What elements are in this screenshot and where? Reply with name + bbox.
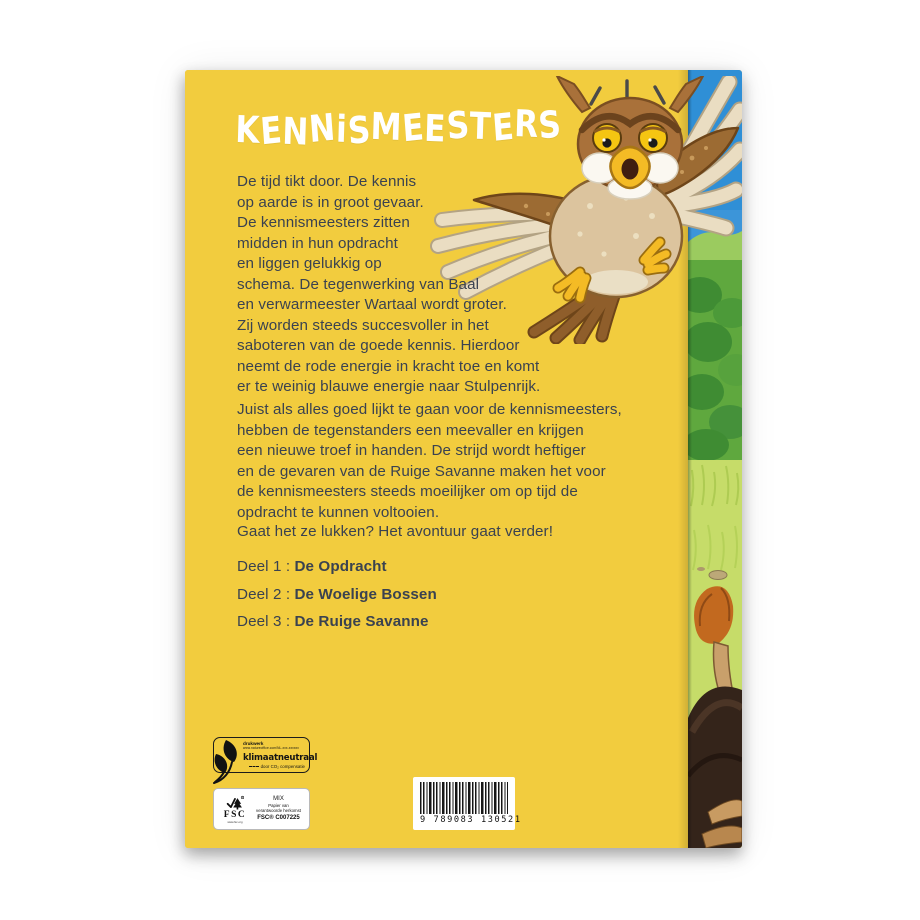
series-item-2 — [237, 584, 437, 605]
fsc-label — [213, 788, 310, 830]
blurb-paragraph-1: De tijd tikt door. De kennis op aarde is in groot gevaar. De kennismeesters zitten midden in hun opdracht en liggen gelukkig op schema. De tegenwerking van Baal en verwarmeester Wartaal wordt groter. Zij worden steeds succesvoller in het saboteren van de goede kennis. Hierdoor neemt de rode energie in kracht toe en komt er te weinig blauwe energie naar Stulpenrijk. — [237, 173, 541, 395]
leaf-icon — [210, 738, 244, 784]
series-prefix: Deel 2 : — [237, 585, 291, 603]
series-title: De Opdracht — [294, 558, 387, 575]
fsc-desc-line2: verantwoorde herkomst — [256, 808, 301, 813]
book-title: KENNiSMEESTERS — [234, 102, 564, 154]
book-back-cover — [185, 70, 742, 848]
barcode — [413, 777, 522, 830]
series-item-1 — [237, 556, 437, 577]
series-item-3 — [237, 611, 437, 632]
climate-name: klimaatneutraal — [243, 752, 318, 763]
fsc-desc-line1: Papier van — [268, 802, 289, 808]
series-title: De Woelige Bossen — [294, 585, 437, 603]
series-prefix: Deel 1 : — [237, 558, 291, 575]
barcode-bars — [420, 782, 508, 814]
series-title: De Ruige Savanne — [294, 613, 429, 630]
climate-subtitle: door CO₂ compensatie — [243, 764, 305, 769]
climate-neutral-label — [213, 737, 318, 773]
blurb-paragraph-2: Juist als alles goed lijkt te gaan voor de kennismeesters, hebben de tegenstanders een meevaller en krijgen een nieuwe troef in handen. De strijd wordt heftiger en de gevaren van de Ruige Savanne maken het voor de kennismeesters steeds moeilijker om op tijd de opdracht te kunnen voltooien. — [237, 401, 622, 521]
series-prefix: Deel 3 : — [237, 613, 291, 630]
svg-text:R: R — [241, 796, 244, 799]
fsc-website: www.fsc.org — [227, 819, 243, 824]
series-list — [237, 556, 437, 639]
fsc-grade: MIX — [273, 795, 284, 802]
fsc-license-code: FSC® C007225 — [257, 815, 300, 822]
tagline: Gaat het ze lukken? Het avontuur gaat verder! — [237, 523, 554, 540]
climate-url: www.natureoffice.com/NL-xxx-xxxxxx — [243, 746, 299, 750]
climate-product-label: drukwerk — [243, 741, 264, 746]
barcode-number: 9 789083 130521 — [420, 815, 522, 825]
fsc-tree-icon — [226, 795, 244, 811]
fsc-acronym: FSC — [223, 809, 247, 820]
